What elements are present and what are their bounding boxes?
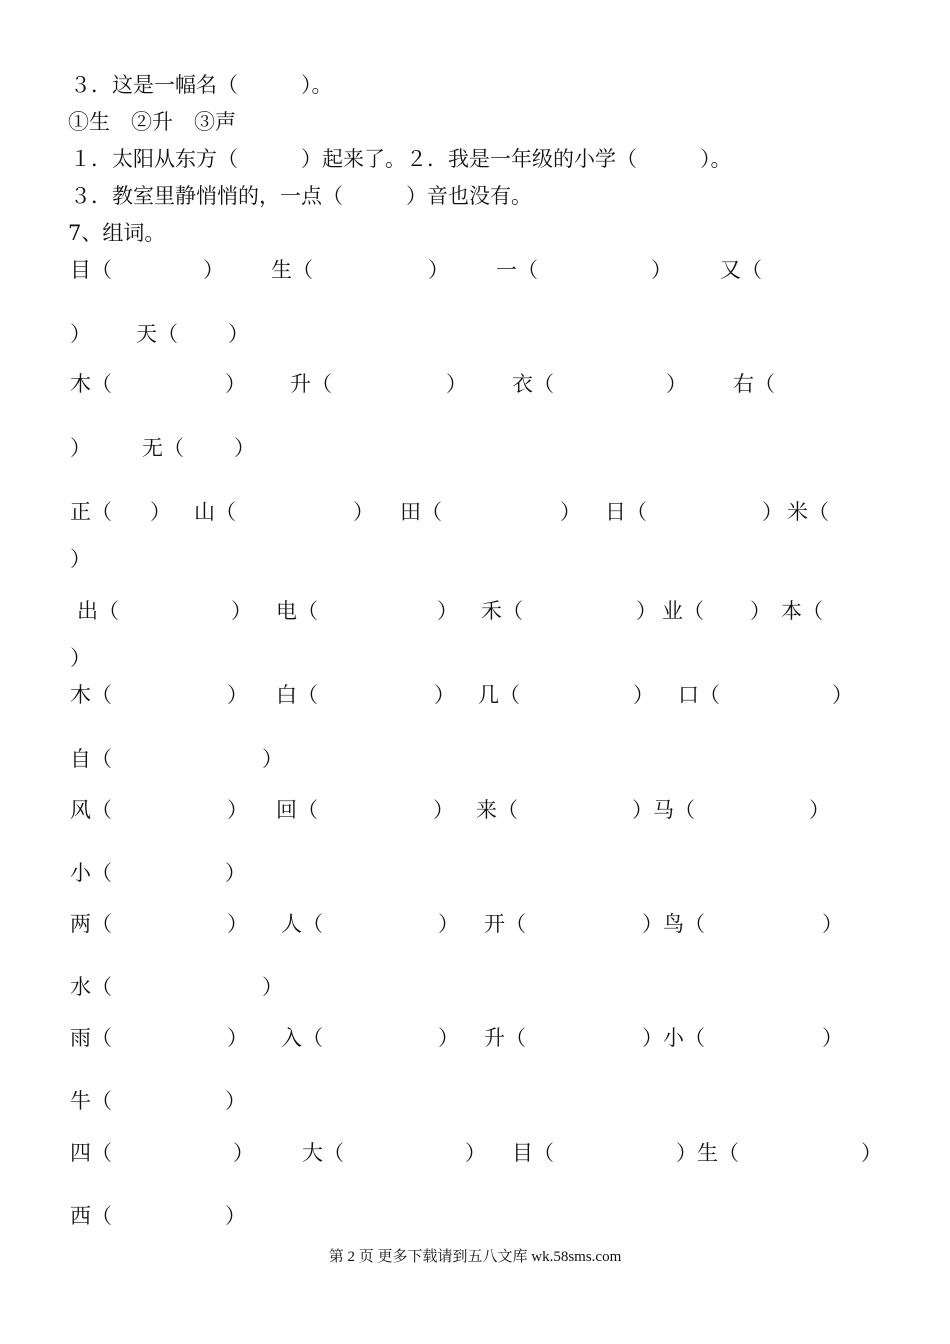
row-char: 日（	[605, 500, 647, 524]
row-paren: ）	[225, 861, 246, 885]
row-paren-char: ）马（	[632, 798, 695, 822]
section-7-heading: 7、组词。	[68, 221, 166, 245]
options-line: ①生 ②升 ③声	[68, 110, 236, 134]
row-paren-char: ）小（	[642, 1026, 705, 1050]
row-char: 来（	[476, 798, 518, 822]
row-paren: ）	[150, 500, 171, 524]
question-3-name-line: ３．这是一幅名（ ）。	[70, 73, 333, 97]
row-paren: ）	[762, 500, 783, 524]
row-char: 风（	[70, 798, 112, 822]
row-char: 开（	[484, 912, 526, 936]
row-char: 田（	[400, 500, 442, 524]
row-paren: ）	[70, 646, 91, 670]
row-char: 水（	[70, 975, 112, 999]
row-paren: ）	[651, 258, 672, 282]
row-char: 回（	[276, 798, 318, 822]
row-paren: ）	[666, 372, 687, 396]
row-char: 衣（	[512, 372, 554, 396]
row-char: 电（	[276, 599, 318, 623]
row-char: 大（	[302, 1141, 344, 1165]
row-paren: ）	[861, 1141, 882, 1165]
page-footer: 第 2 页 更多下载请到五八文库 wk.58sms.com	[328, 1249, 622, 1265]
row-paren: ）	[234, 436, 255, 460]
row-char: 木（	[70, 683, 112, 707]
row-paren: ）	[438, 912, 459, 936]
row-paren: ）	[437, 599, 458, 623]
row-char: 两（	[70, 912, 112, 936]
row-paren: ）	[227, 912, 248, 936]
row-paren: ）	[446, 372, 467, 396]
row-paren: ）	[822, 912, 843, 936]
row-char: 正（	[70, 500, 112, 524]
row-paren: ）	[225, 372, 246, 396]
row-char: 牛（	[70, 1089, 112, 1113]
row-paren: ）	[465, 1141, 486, 1165]
row-paren: ）	[434, 683, 455, 707]
row-paren: ）	[70, 436, 91, 460]
row-paren: ）	[822, 1026, 843, 1050]
row-char: 米（	[787, 500, 829, 524]
row-paren: ）	[428, 258, 449, 282]
row-char: 又（	[720, 258, 762, 282]
row-char: 白（	[276, 683, 318, 707]
row-char: 目（	[512, 1141, 554, 1165]
row-paren-char: ）鸟（	[642, 912, 705, 936]
row-char: 入（	[281, 1026, 323, 1050]
row-paren: ）	[433, 798, 454, 822]
row-char: 无（	[142, 436, 184, 460]
row-paren: ）	[231, 599, 252, 623]
row-paren: ）	[438, 1026, 459, 1050]
row-char: 升（	[484, 1026, 526, 1050]
row-paren: ）	[262, 747, 283, 771]
row-char: 右（	[733, 372, 775, 396]
row-char: 禾（	[481, 599, 523, 623]
row-char: 自（	[70, 747, 112, 771]
row-paren: ）	[70, 547, 91, 571]
question-classroom-line: ３．教室里静悄悄的，一点（ ）音也没有。	[70, 184, 532, 208]
row-char: 本（	[781, 599, 823, 623]
row-paren: ）	[832, 683, 853, 707]
question-sun-student-line: １．太阳从东方（ ）起来了。２．我是一年级的小学（ ）。	[70, 147, 732, 171]
row-paren: ）	[70, 322, 91, 346]
row-char: 一（	[496, 258, 538, 282]
row-char: 山（	[194, 500, 236, 524]
row-char: 人（	[281, 912, 323, 936]
row-paren: ）	[233, 1141, 254, 1165]
row-paren: ）	[227, 683, 248, 707]
row-paren: ）	[809, 798, 830, 822]
row-paren: ）	[633, 683, 654, 707]
row-paren: ）	[227, 798, 248, 822]
row-char: 雨（	[70, 1026, 112, 1050]
row-char: 升（	[290, 372, 332, 396]
row-paren: ）	[203, 258, 224, 282]
row-char: 木（	[70, 372, 112, 396]
row-paren-char: ）生（	[676, 1141, 739, 1165]
row-char: 四（	[70, 1141, 112, 1165]
row-char: 业（	[662, 599, 704, 623]
row-paren: ）	[560, 500, 581, 524]
row-paren: ）	[636, 599, 657, 623]
row-char: 小（	[70, 861, 112, 885]
row-paren: ）	[228, 322, 249, 346]
row-char: 西（	[70, 1204, 112, 1228]
row-paren: ）	[353, 500, 374, 524]
row-char: 目（	[70, 258, 112, 282]
row-paren: ）	[227, 1026, 248, 1050]
row-char: 口（	[678, 683, 720, 707]
row-char: 几（	[478, 683, 520, 707]
row-paren: ）	[225, 1204, 246, 1228]
row-paren: ）	[262, 975, 283, 999]
row-char: 天（	[136, 322, 178, 346]
row-char: 生（	[271, 258, 313, 282]
row-paren: ）	[225, 1089, 246, 1113]
row-paren: ）	[750, 599, 771, 623]
row-char: 出（	[77, 599, 119, 623]
